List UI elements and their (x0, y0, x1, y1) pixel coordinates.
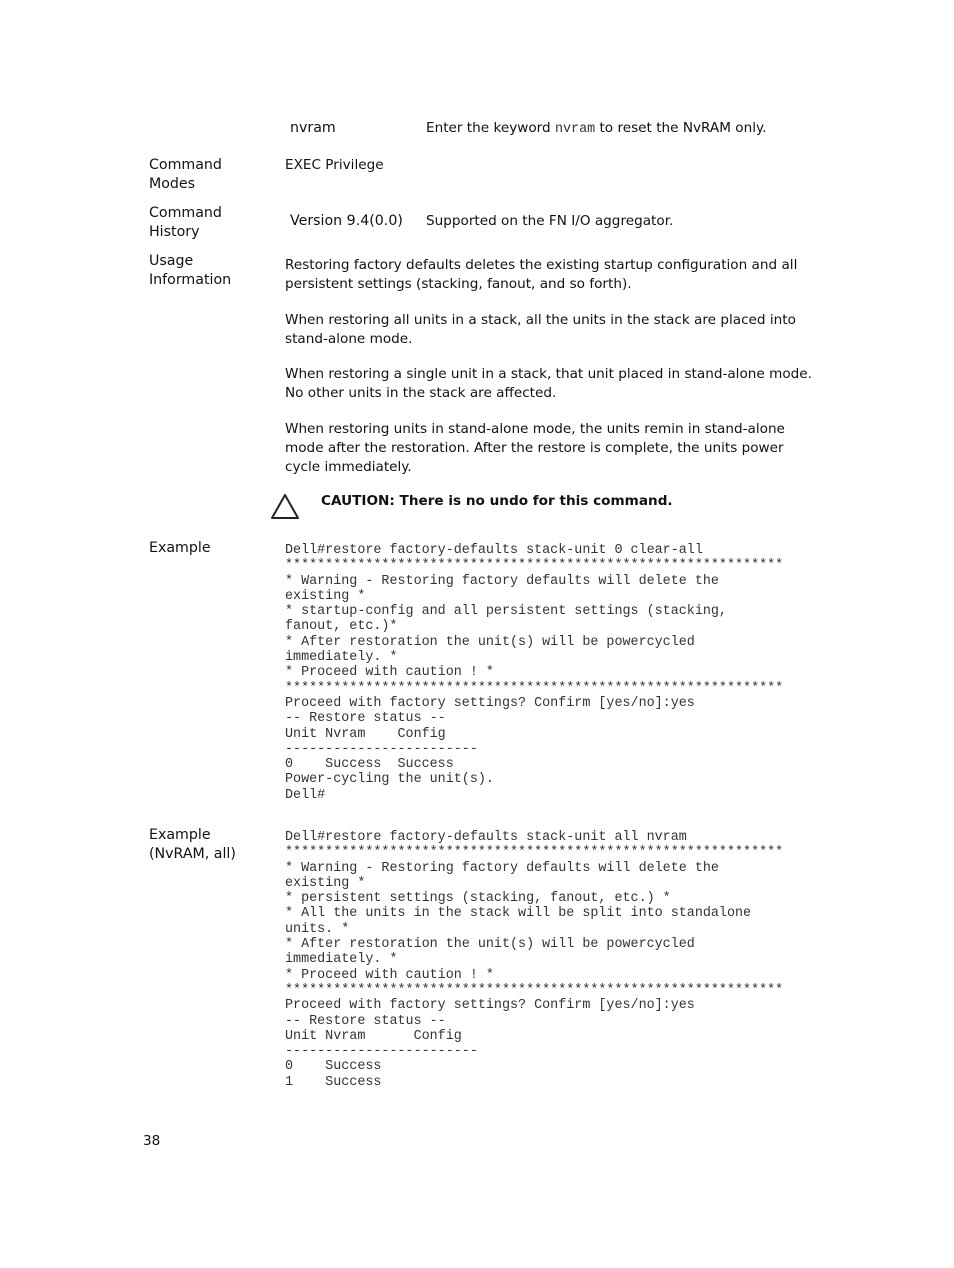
usage-paragraph-3: When restoring a single unit in a stack, that unit placed in stand-alone mode. No other units in the stack are affected. (285, 366, 812, 401)
usage-paragraph-1: Restoring factory defaults deletes the existing startup configuration and all persistent settings (stacking, fanout, and so forth). (285, 257, 798, 292)
caution-icon (270, 493, 300, 520)
example-nvram-all-label: Example (NvRAM, all) (149, 827, 236, 862)
param-desc-after: to reset the NvRAM only. (595, 120, 767, 136)
caution-text: CAUTION: There is no undo for this command. (321, 493, 673, 509)
command-history-label: Command History (149, 205, 222, 240)
param-description (426, 119, 766, 139)
page-number: 38 (143, 1133, 161, 1149)
example-code-block: Dell#restore factory-defaults stack-unit 0 clear-all ************************************************************** * Warning - Restoring factory defaults will delete the existing * * startup-config and all persistent settings (stacking, fanout, etc.)* * After restoration the unit(s) will be powercycled immediately. * * Proceed with caution ! * ************************************************************** Proceed with factory settings? Confirm [yes/no]:yes -- Restore status -- Unit Nvram Config ------------------------ 0 Success Success Power-cycling the unit(s). Dell# (285, 543, 784, 803)
example-label: Example (149, 540, 211, 556)
param-desc-before: Enter the keyword (426, 120, 555, 136)
param-desc-code: nvram (554, 122, 596, 137)
command-modes-value: EXEC Privilege (285, 157, 384, 173)
usage-paragraph-4: When restoring units in stand-alone mode, the units remin in stand-alone mode after the restoration. After the restore is complete, the units power cycle immediately. (285, 421, 785, 475)
usage-paragraph-2: When restoring all units in a stack, all the units in the stack are placed into stand-alone mode. (285, 312, 796, 347)
usage-information-label: Usage Information (149, 253, 232, 288)
history-version: Version 9.4(0.0) (290, 213, 403, 229)
example-nvram-all-code-block: Dell#restore factory-defaults stack-unit all nvram ************************************************************** * Warning - Restoring factory defaults will delete the existing * * persistent settings (stacking, fanout, etc.) * * All the units in the stack will be split into standalone units. * * After restoration the unit(s) will be powercycled immediately. * * Proceed with caution ! * ************************************************************** Proceed with factory settings? Confirm [yes/no]:yes -- Restore status -- Unit Nvram Config ------------------------ 0 Success 1 Success (285, 830, 784, 1090)
history-description: Supported on the FN I/O aggregator. (426, 213, 674, 229)
param-keyword: nvram (290, 120, 336, 136)
command-modes-label: Command Modes (149, 157, 222, 192)
